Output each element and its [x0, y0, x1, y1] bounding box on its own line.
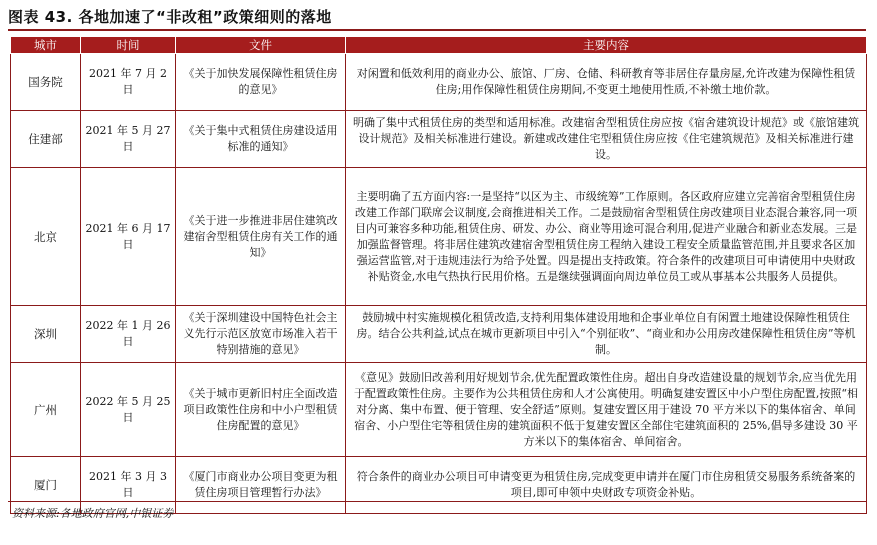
cell-content: 主要明确了五方面内容:一是坚持“以区为主、市级统筹”工作原则。各区政府应建立完善宿舍型租赁住房改建工作部门联席会议制度,会商推进相关工作。二是鼓励宿舍型租赁住房改建项目业态混合兼容,同一项目内可兼容多种功能,租赁住房、研发、办公、商业等用途可混合利用,促进产业融合和新业态发展。三是加强监督管理。将非居住建筑改建宿舍型租赁住房工程纳入建设工程安全质量监管范围,并且要求各区加强运营监管,对于违规违法行为给予处置。四是提出支持政策。符合条件的改建项目可申请使用中央财政补贴资金,水电气热执行民用价格。五是继续强调面向周边单位员工或从事基本公共服务人员提供。 [346, 168, 867, 306]
cell-city: 北京 [11, 168, 81, 306]
table-row [11, 54, 867, 111]
table-row [11, 168, 867, 306]
title-divider [8, 29, 866, 31]
table-row [11, 111, 867, 168]
source-note: 资料来源:各地政府官网,中银证券 [12, 507, 174, 520]
cell-content: 《意见》鼓励旧改善利用好规划节余,优先配置政策性住房。超出自身改造建设量的规划节余,应当优先用于配置政策性住房。主要作为公共租赁住房和人才公寓使用。明确复建安置区中小户型住房配置,按照“相对分离、集中布置、便于管理、安全舒适”原则。复建安置区用于建设 70 平方米以下的集体宿舍、单间宿舍、小户型住宅等租赁住房的建筑面积不低于复建安置区全部住宅建筑面积的 25%,倡导多建设 30 平方米以下的集体宿舍、单间宿舍。 [346, 363, 867, 457]
cell-time: 2022 年 1 月 26 日 [81, 306, 176, 363]
cell-file: 《关于集中式租赁住房建设适用标准的通知》 [176, 111, 346, 168]
header-content: 主要内容 [346, 37, 867, 54]
table-header-row [11, 37, 867, 54]
cell-file: 《厦门市商业办公项目变更为租赁住房项目管理暂行办法》 [176, 457, 346, 514]
cell-file: 《关于深圳建设中国特色社会主义先行示范区放宽市场准入若干特别措施的意见》 [176, 306, 346, 363]
cell-content: 明确了集中式租赁住房的类型和适用标准。改建宿舍型租赁住房应按《宿舍建筑设计规范》或《旅馆建筑设计规范》及相关标准进行建设。新建或改建住宅型租赁住房应按《住宅建筑规范》及相关标准进行建设。 [346, 111, 867, 168]
header-city: 城市 [11, 37, 81, 54]
cell-content: 鼓励城中村实施规模化租赁改造,支持利用集体建设用地和企事业单位自有闲置土地建设保障性租赁住房。结合公共利益,试点在城市更新项目中引入“个别征收”、“商业和办公用房改建保障性租赁住房”等机制。 [346, 306, 867, 363]
footer-divider [8, 501, 866, 502]
cell-file: 《关于进一步推进非居住建筑改建宿舍型租赁住房有关工作的通知》 [176, 168, 346, 306]
header-time: 时间 [81, 37, 176, 54]
cell-city: 国务院 [11, 54, 81, 111]
cell-content: 符合条件的商业办公项目可申请变更为租赁住房,完成变更申请并在厦门市住房租赁交易服务系统备案的项目,即可申领中央财政专项资金补贴。 [346, 457, 867, 514]
cell-city: 住建部 [11, 111, 81, 168]
cell-time: 2021 年 7 月 2 日 [81, 54, 176, 111]
cell-city: 深圳 [11, 306, 81, 363]
policy-table [10, 36, 867, 514]
cell-file: 《关于城市更新旧村庄全面改造项目政策性住房和中小户型租赁住房配置的意见》 [176, 363, 346, 457]
cell-time: 2022 年 5 月 25 日 [81, 363, 176, 457]
cell-file: 《关于加快发展保障性租赁住房的意见》 [176, 54, 346, 111]
table-row [11, 306, 867, 363]
table-row [11, 363, 867, 457]
page-title: 图表 43. 各地加速了“非改租”政策细则的落地 [8, 8, 332, 26]
cell-time: 2021 年 5 月 27 日 [81, 111, 176, 168]
header-file: 文件 [176, 37, 346, 54]
cell-city: 广州 [11, 363, 81, 457]
cell-city: 厦门 [11, 457, 81, 514]
cell-time: 2021 年 6 月 17 日 [81, 168, 176, 306]
cell-time: 2021 年 3 月 3 日 [81, 457, 176, 514]
cell-content: 对闲置和低效利用的商业办公、旅馆、厂房、仓储、科研教育等非居住存量房屋,允许改建为保障性租赁住房;用作保障性租赁住房期间,不变更土地使用性质,不补缴土地价款。 [346, 54, 867, 111]
